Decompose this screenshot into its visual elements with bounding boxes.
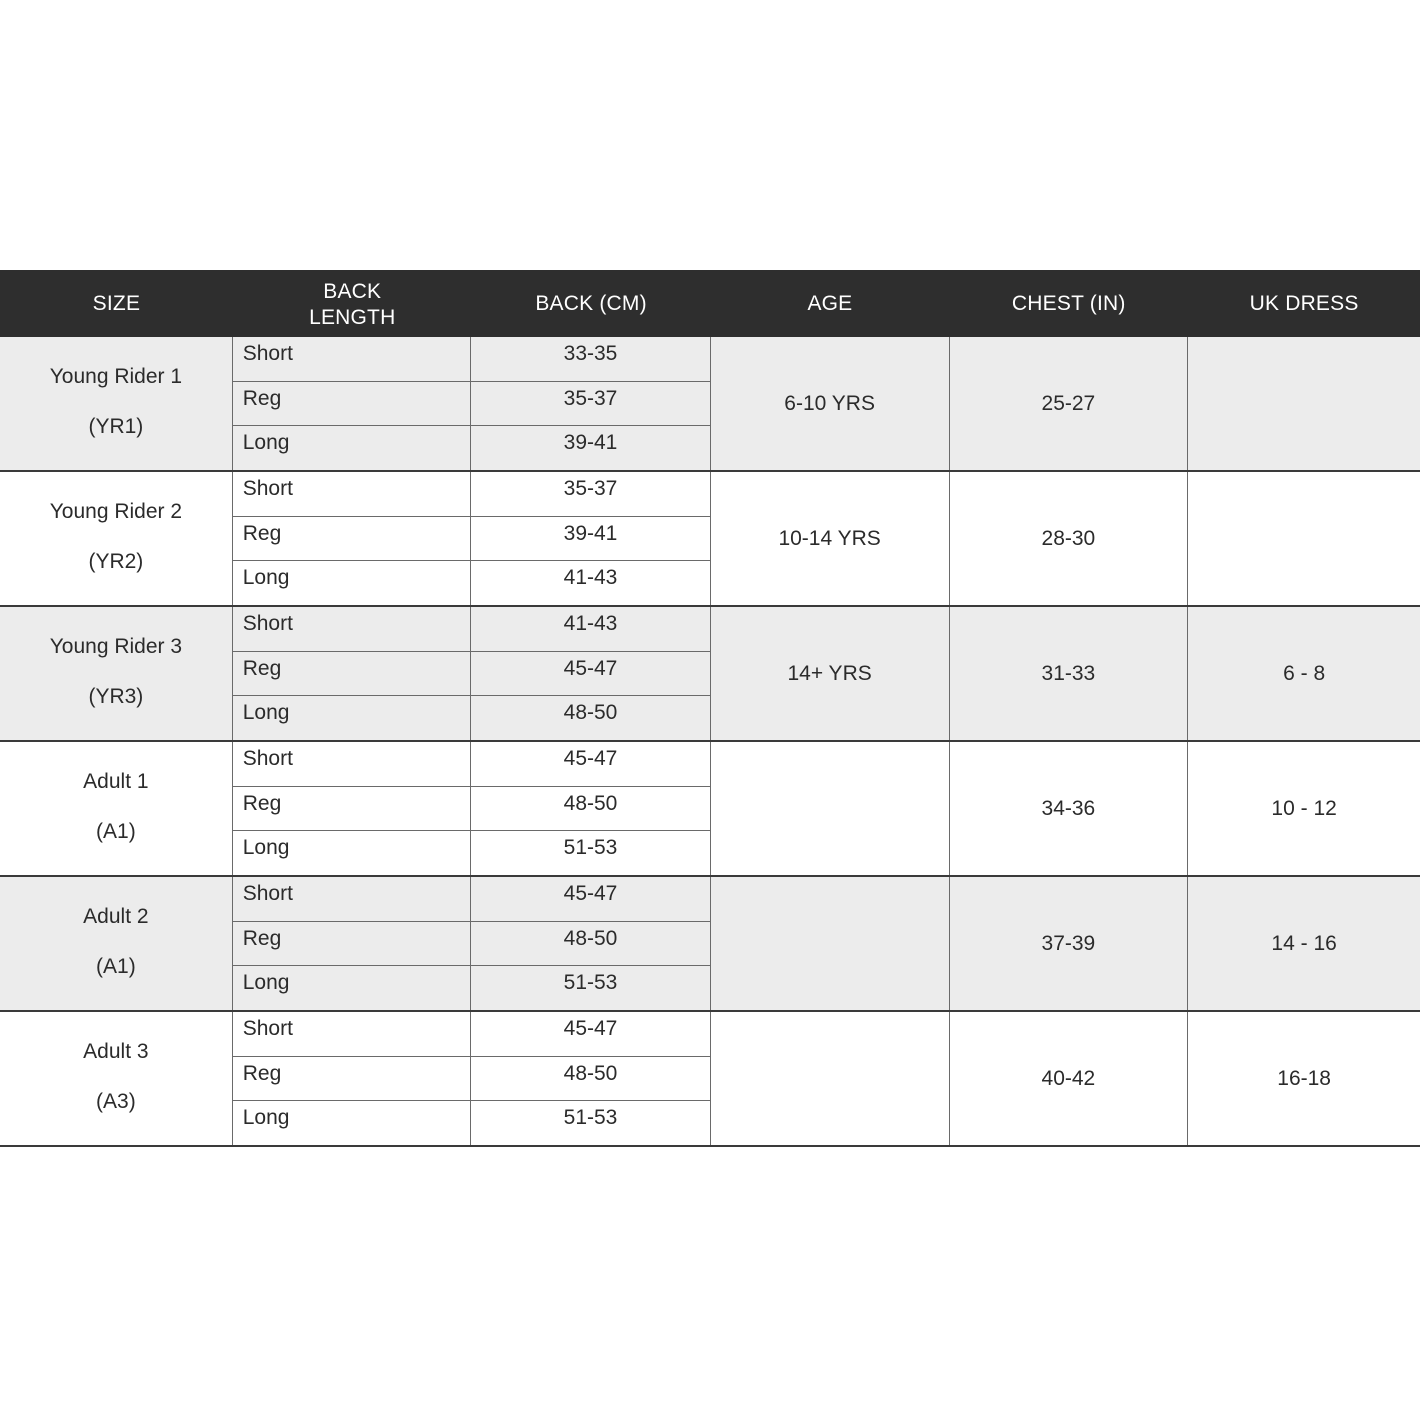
back-cm-cell: 41-43 — [563, 566, 618, 590]
uk-dress-cell: 14 - 16 — [1271, 931, 1337, 955]
size-group-row — [0, 877, 1420, 1012]
header-chest-label: CHEST (IN) — [1011, 291, 1126, 315]
back-cm-cell: 45-47 — [563, 1017, 618, 1040]
chest-cell: 34-36 — [950, 742, 1189, 875]
back-length-cell: Short — [233, 877, 472, 921]
table-body — [0, 337, 1420, 1147]
table-row — [233, 877, 710, 922]
table-row — [233, 787, 710, 832]
back-cm-cell: 51-53 — [563, 1106, 618, 1130]
header-back-cm-label: BACK (CM) — [535, 291, 647, 315]
table-row — [233, 831, 710, 875]
back-length-cell: Short — [233, 472, 472, 516]
back-length-cell: Reg — [233, 1057, 472, 1101]
header-uk-dress-label: UK DRESS — [1249, 291, 1359, 315]
header-age — [711, 270, 950, 337]
uk-dress-cell: 10 - 12 — [1271, 796, 1337, 820]
back-length-subtable — [233, 877, 711, 1010]
back-length-cell: Reg — [233, 652, 472, 696]
age-cell: 14+ YRS — [711, 607, 950, 740]
back-cm-cell: 48-50 — [563, 791, 618, 815]
back-length-cell: Long — [233, 426, 472, 470]
size-cell — [0, 472, 233, 605]
header-back-length-line1: BACK — [323, 279, 382, 303]
table-row — [233, 1101, 710, 1145]
table-row — [233, 472, 710, 517]
header-back-length — [233, 270, 472, 337]
back-length-cell: Reg — [233, 922, 472, 966]
uk-dress-cell: 6 - 8 — [1283, 661, 1326, 685]
table-row — [233, 561, 710, 605]
size-name: Adult 1 — [83, 769, 149, 793]
size-cell — [0, 877, 233, 1010]
back-length-cell: Long — [233, 561, 472, 605]
size-cell — [0, 607, 233, 740]
table-row — [233, 742, 710, 787]
back-length-cell: Reg — [233, 382, 472, 426]
back-cm-cell: 33-35 — [563, 342, 618, 365]
table-row — [233, 517, 710, 562]
chest-cell: 31-33 — [950, 607, 1189, 740]
back-cm-cell: 45-47 — [563, 656, 618, 680]
size-group-row — [0, 472, 1420, 607]
chest-cell: 37-39 — [950, 877, 1189, 1010]
back-length-cell: Reg — [233, 787, 472, 831]
table-row — [233, 652, 710, 697]
size-name: Adult 3 — [83, 1039, 149, 1063]
back-length-cell: Long — [233, 831, 472, 875]
table-row — [233, 382, 710, 427]
header-age-label: AGE — [807, 291, 853, 315]
back-length-cell: Short — [233, 742, 472, 786]
size-group-row — [0, 1012, 1420, 1147]
size-code: (A1) — [96, 819, 136, 843]
table-header — [0, 270, 1420, 337]
chest-cell: 25-27 — [950, 337, 1189, 470]
back-length-cell: Long — [233, 696, 472, 740]
table-row — [233, 426, 710, 470]
back-cm-cell: 35-37 — [563, 477, 618, 500]
uk-dress-cell: 16-18 — [1277, 1066, 1331, 1090]
chest-cell: 40-42 — [950, 1012, 1189, 1145]
back-cm-cell: 45-47 — [563, 747, 618, 770]
back-length-cell: Short — [233, 337, 472, 381]
size-name: Young Rider 2 — [49, 499, 183, 523]
age-cell: 10-14 YRS — [711, 472, 950, 605]
table-row — [233, 1057, 710, 1102]
table-row — [233, 337, 710, 382]
size-code: (YR3) — [88, 684, 144, 708]
age-cell — [711, 742, 950, 875]
back-cm-cell: 51-53 — [563, 836, 618, 860]
header-back-length-label — [309, 279, 395, 331]
size-code: (YR1) — [88, 414, 144, 438]
header-back-cm — [472, 270, 711, 337]
chest-cell: 28-30 — [950, 472, 1189, 605]
header-size-label: SIZE — [92, 291, 141, 315]
size-cell — [0, 742, 233, 875]
size-chart-table — [0, 270, 1420, 1147]
size-name: Young Rider 3 — [49, 634, 183, 658]
table-row — [233, 922, 710, 967]
header-chest — [949, 270, 1188, 337]
age-cell — [711, 1012, 950, 1145]
size-code: (A1) — [96, 954, 136, 978]
back-length-cell: Long — [233, 966, 472, 1010]
back-cm-cell: 48-50 — [563, 926, 618, 950]
back-length-subtable — [233, 1012, 711, 1145]
size-group-row — [0, 742, 1420, 877]
size-name: Young Rider 1 — [49, 364, 183, 388]
back-length-cell: Short — [233, 607, 472, 651]
size-code: (YR2) — [88, 549, 144, 573]
back-length-subtable — [233, 607, 711, 740]
back-cm-cell: 45-47 — [563, 882, 618, 905]
table-row — [233, 1012, 710, 1057]
size-code: (A3) — [96, 1089, 136, 1113]
size-cell — [0, 1012, 233, 1145]
age-cell: 6-10 YRS — [711, 337, 950, 470]
back-cm-cell: 39-41 — [563, 431, 618, 455]
table-row — [233, 696, 710, 740]
header-uk-dress — [1188, 270, 1420, 337]
back-cm-cell: 48-50 — [563, 701, 618, 725]
back-cm-cell: 51-53 — [563, 971, 618, 995]
header-size — [0, 270, 233, 337]
age-cell — [711, 877, 950, 1010]
size-cell — [0, 337, 233, 470]
back-length-cell: Short — [233, 1012, 472, 1056]
back-cm-cell: 41-43 — [563, 612, 618, 635]
back-length-subtable — [233, 742, 711, 875]
size-group-row — [0, 337, 1420, 472]
back-cm-cell: 48-50 — [563, 1061, 618, 1085]
back-length-subtable — [233, 337, 711, 470]
back-cm-cell: 39-41 — [563, 521, 618, 545]
back-cm-cell: 35-37 — [563, 386, 618, 410]
header-back-length-line2: LENGTH — [309, 305, 396, 329]
uk-dress-cell — [1188, 472, 1420, 605]
table-row — [233, 607, 710, 652]
back-length-subtable — [233, 472, 711, 605]
back-length-cell: Long — [233, 1101, 472, 1145]
uk-dress-cell — [1188, 337, 1420, 470]
size-group-row — [0, 607, 1420, 742]
back-length-cell: Reg — [233, 517, 472, 561]
size-name: Adult 2 — [83, 904, 149, 928]
table-row — [233, 966, 710, 1010]
